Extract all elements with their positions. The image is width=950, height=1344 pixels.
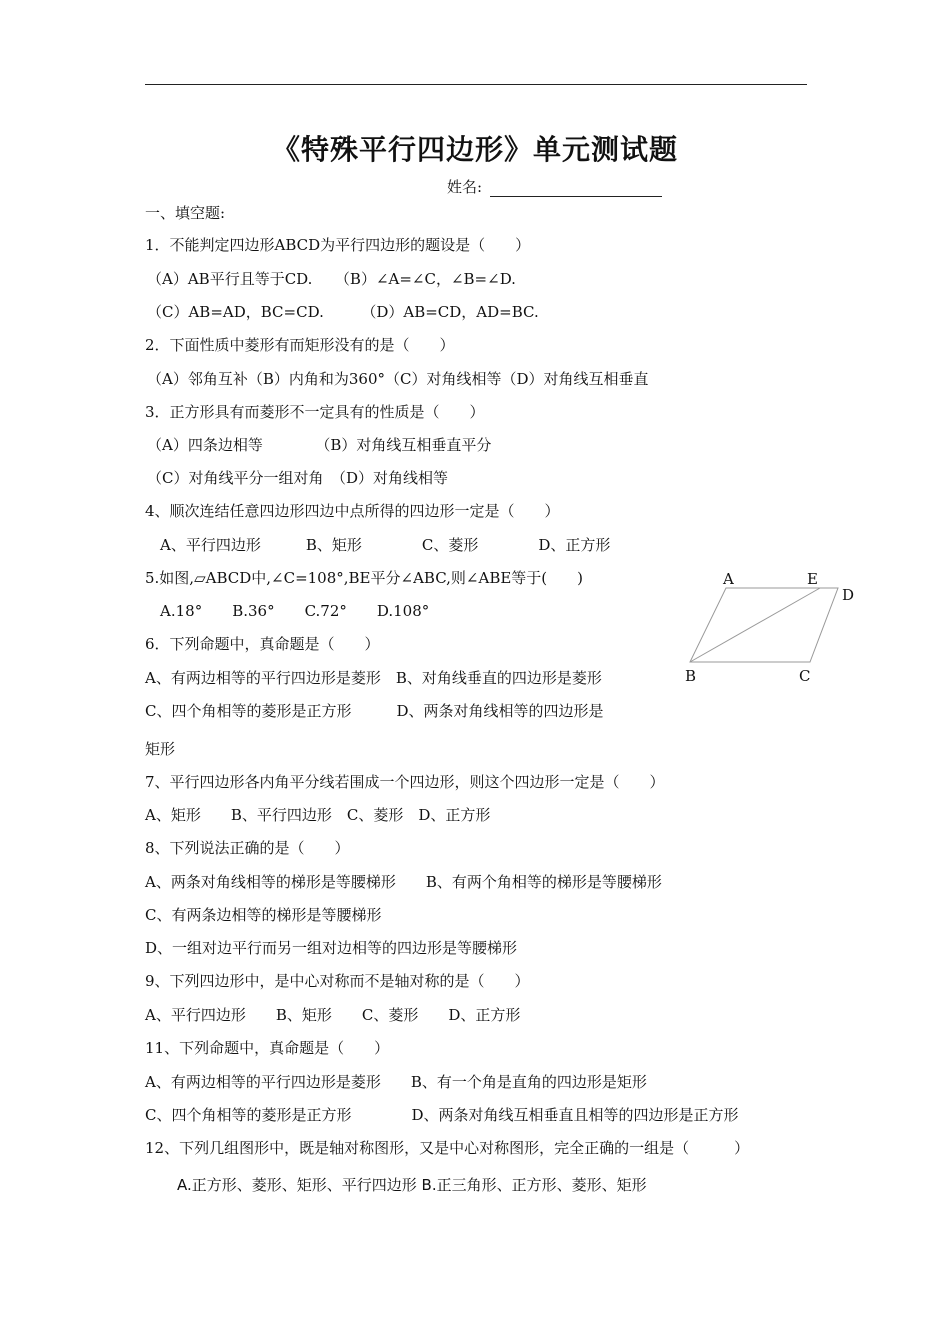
parallelogram-abcd — [690, 588, 838, 662]
q7-stem: 7、平行四边形各内角平分线若围成一个四边形，则这个四边形一定是（ ） — [145, 773, 665, 791]
q6-options-ab: A、有两边相等的平行四边形是菱形 B、对角线垂直的四边形是菱形 — [145, 669, 602, 687]
label-d: D — [842, 586, 855, 604]
q11-options-cd: C、四个角相等的菱形是正方形 D、两条对角线互相垂直且相等的四边形是正方形 — [145, 1106, 739, 1124]
q5-stem: 5.如图,▱ABCD中,∠C=108°,BE平分∠ABC,则∠ABE等于( ) — [145, 569, 583, 587]
q4-stem: 4、顺次连结任意四边形四边中点所得的四边形一定是（ ） — [145, 502, 560, 520]
q9-options: A、平行四边形 B、矩形 C、菱形 D、正方形 — [145, 1006, 521, 1024]
q11-stem: 11、下列命题中，真命题是（ ） — [145, 1039, 390, 1057]
q11-options-ab: A、有两边相等的平行四边形是菱形 B、有一个角是直角的四边形是矩形 — [145, 1073, 647, 1091]
q1-options-cd: （C）AB=AD，BC=CD. （D）AB=CD，AD=BC. — [147, 303, 539, 321]
q6-options-cd-wrap: 矩形 — [145, 740, 176, 758]
q3-options-ab: （A）四条边相等 （B）对角线互相垂直平分 — [147, 436, 492, 454]
name-blank[interactable] — [490, 178, 662, 197]
label-a: A — [723, 572, 734, 588]
q6-stem: 6．下列命题中，真命题是（ ） — [145, 635, 380, 653]
q8-stem: 8、下列说法正确的是（ ） — [145, 839, 350, 857]
q2-stem: 2．下面性质中菱形有而矩形没有的是（ ） — [145, 336, 455, 354]
q1-options-ab: （A）AB平行且等于CD. （B）∠A=∠C，∠B=∠D. — [147, 270, 516, 288]
segment-be — [690, 588, 820, 662]
q7-options: A、矩形 B、平行四边形 C、菱形 D、正方形 — [145, 806, 491, 824]
name-field — [447, 176, 662, 197]
q8-option-d: D、一组对边平行而另一组对边相等的四边形是等腰梯形 — [145, 939, 518, 957]
q5-options: A.18° B.36° C.72° D.108° — [160, 602, 430, 620]
q8-options-ab: A、两条对角线相等的梯形是等腰梯形 B、有两个角相等的梯形是等腰梯形 — [145, 873, 662, 891]
q3-stem: 3．正方形具有而菱形不一定具有的性质是（ ） — [145, 403, 485, 421]
label-c: C — [799, 667, 811, 685]
q2-options: （A）邻角互补（B）内角和为360°（C）对角线相等（D）对角线互相垂直 — [147, 370, 649, 388]
q12-options-ab: A.正方形、菱形、矩形、平行四边形 B.正三角形、正方形、菱形、矩形 — [177, 1176, 647, 1194]
q1-stem: 1．不能判定四边形ABCD为平行四边形的题设是（ ） — [145, 236, 531, 254]
q9-stem: 9、下列四边形中，是中心对称而不是轴对称的是（ ） — [145, 972, 530, 990]
parallelogram-figure — [680, 572, 870, 692]
label-b: B — [685, 667, 697, 685]
q8-option-c: C、有两条边相等的梯形是等腰梯形 — [145, 906, 382, 924]
q3-options-cd: （C）对角线平分一组对角 （D）对角线相等 — [147, 469, 449, 487]
section-heading: 一、填空题: — [145, 204, 226, 222]
q6-options-cd: C、四个角相等的菱形是正方形 D、两条对角线相等的四边形是 — [145, 702, 604, 720]
label-e: E — [807, 572, 818, 588]
q12-stem: 12、下列几组图形中，既是轴对称图形，又是中心对称图形，完全正确的一组是（ ） — [145, 1139, 750, 1157]
name-label: 姓名: — [447, 178, 483, 196]
q4-options: A、平行四边形 B、矩形 C、菱形 D、正方形 — [160, 536, 611, 554]
header-rule — [145, 84, 807, 85]
page-title: 《特殊平行四边形》单元测试题 — [271, 133, 678, 166]
